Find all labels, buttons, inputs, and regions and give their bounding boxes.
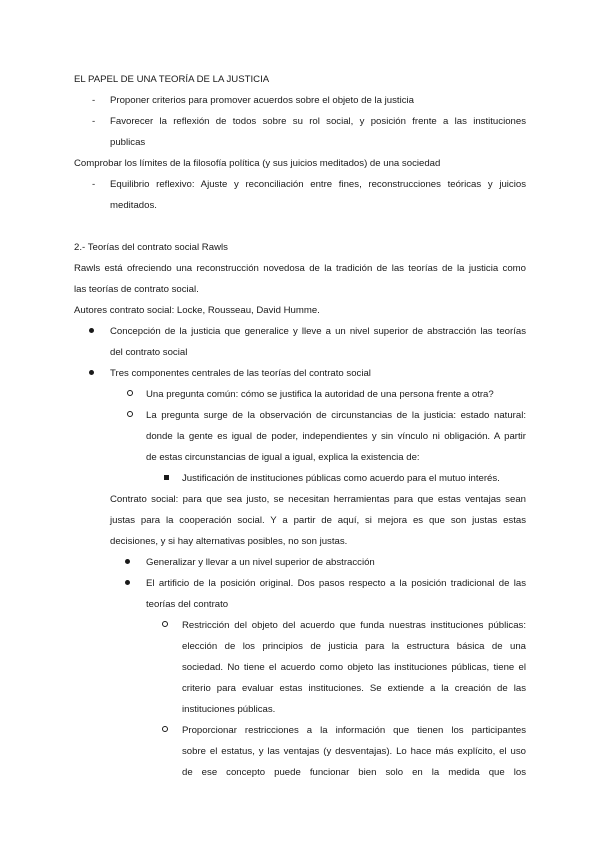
- list-item: Equilibrio reflexivo: Ajuste y reconciliación entre fines, reconstrucciones teóricas y juicios: [110, 179, 526, 190]
- paragraph-cont: justas para la cooperación social. Y a partir de aquí, si mejora es que son justas estas: [110, 515, 526, 526]
- list-item-cont: donde la gente es igual de poder, independientes y sin vínculo ni obligación. A partir: [146, 431, 526, 442]
- list-item-cont: sobre el estatus, y las ventajas (y desventajas). Lo hace más explícito, el uso: [182, 746, 526, 757]
- paragraph: Rawls está ofreciendo una reconstrucción novedosa de la tradición de las teorías de la justicia como: [74, 263, 526, 274]
- bullet-dot: [89, 328, 94, 333]
- bullet-circle: [162, 621, 168, 627]
- list-item: Restricción del objeto del acuerdo que funda nuestras instituciones públicas:: [182, 620, 526, 631]
- bullet-dot: [89, 370, 94, 375]
- paragraph: Contrato social: para que sea justo, se necesitan herramientas para que estas ventajas sean: [110, 494, 526, 505]
- list-item-cont: del contrato social: [110, 347, 188, 358]
- dash-bullet: -: [92, 95, 96, 106]
- dash-bullet: -: [92, 179, 96, 190]
- list-item-cont: de estas circunstancias de igual a igual, explica la existencia de:: [146, 452, 420, 463]
- list-item-cont: teorías del contrato: [146, 599, 229, 610]
- list-item-cont: instituciones públicas.: [182, 704, 276, 715]
- list-item-cont: criterio para evaluar estas instituciones. Se extiende a la creación de las: [182, 683, 526, 694]
- list-item: Tres componentes centrales de las teorías del contrato social: [110, 368, 371, 379]
- bullet-dot: [125, 580, 130, 585]
- list-item: Una pregunta común: cómo se justifica la autoridad de una persona frente a otra?: [146, 389, 494, 400]
- list-item: Generalizar y llevar a un nivel superior de abstracción: [146, 557, 375, 568]
- list-item-cont: meditados.: [110, 200, 157, 211]
- bullet-square: [164, 475, 169, 480]
- dash-bullet: -: [92, 116, 96, 127]
- list-item: Proporcionar restricciones a la información que tienen los participantes: [182, 725, 526, 736]
- list-item: Proponer criterios para promover acuerdos sobre el objeto de la justicia: [110, 95, 414, 106]
- list-item: Concepción de la justicia que generalice y lleve a un nivel superior de abstracción las teorías: [110, 326, 526, 337]
- list-item: La pregunta surge de la observación de circunstancias de la justicia: estado natural:: [146, 410, 526, 421]
- section-title-2: 2.- Teorías del contrato social Rawls: [74, 242, 228, 253]
- paragraph: Comprobar los límites de la filosofía política (y sus juicios meditados) de una sociedad: [74, 158, 441, 169]
- list-item-cont: sociedad. No tiene el acuerdo como objeto las instituciones públicas, tiene el: [182, 662, 526, 673]
- bullet-circle: [162, 726, 168, 732]
- paragraph: Autores contrato social: Locke, Rousseau, David Humme.: [74, 305, 320, 316]
- bullet-circle: [127, 411, 133, 417]
- section-title-1: EL PAPEL DE UNA TEORÍA DE LA JUSTICIA: [74, 74, 270, 85]
- bullet-dot: [125, 559, 130, 564]
- list-item-cont: publicas: [110, 137, 146, 148]
- list-item: El artificio de la posición original. Dos pasos respecto a la posición tradicional de las: [146, 578, 526, 589]
- list-item: Justificación de instituciones públicas como acuerdo para el mutuo interés.: [182, 473, 500, 484]
- list-item-cont: elección de los principios de justicia para la estructura básica de una: [182, 641, 526, 652]
- paragraph-cont: decisiones, y si hay alternativas posibles, no son justas.: [110, 536, 348, 547]
- paragraph-cont: las teorías de contrato social.: [74, 284, 199, 295]
- list-item: Favorecer la reflexión de todos sobre su rol social, y posición frente a las instituciones: [110, 116, 526, 127]
- bullet-circle: [127, 390, 133, 396]
- list-item-cont: de ese concepto puede funcionar bien solo en la medida que los: [182, 767, 526, 778]
